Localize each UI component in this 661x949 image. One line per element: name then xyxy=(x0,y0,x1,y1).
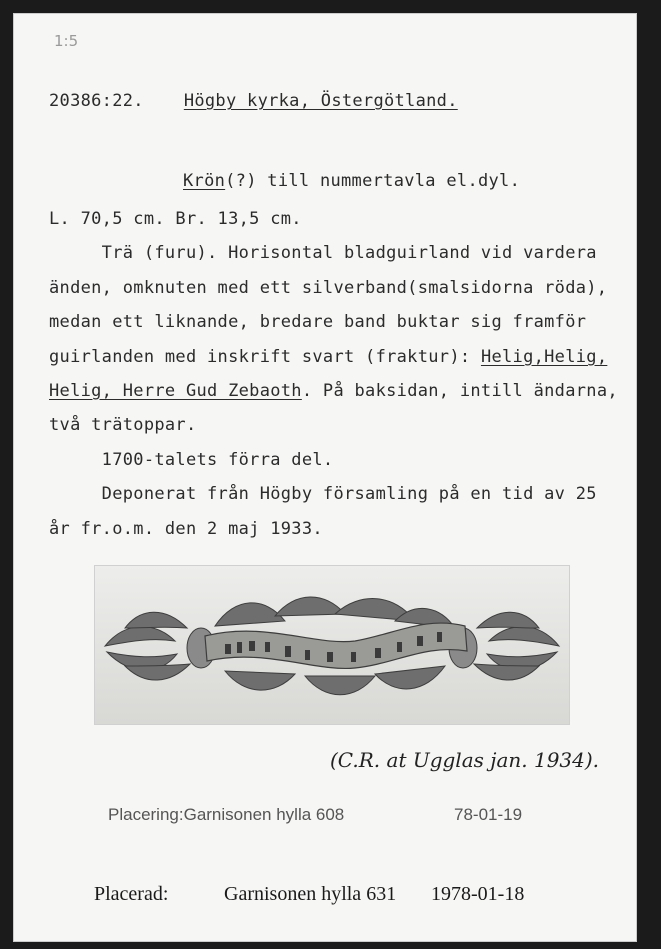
placement-new-label: Placerad: xyxy=(94,883,169,905)
placement-old-date: 78-01-19 xyxy=(454,805,523,824)
catalog-card xyxy=(13,13,637,942)
object-keyword: Krön xyxy=(183,171,226,191)
text-line-3: änden, omknuten med ett silverband(smalsidorna röda), xyxy=(49,278,608,298)
corner-mark: 1:5 xyxy=(54,32,79,50)
inscription-part2: Helig, Herre Gud Zebaoth xyxy=(49,381,302,401)
placement-stamp-new xyxy=(94,883,525,906)
back-side-text: . På baksidan, intill ändarna, xyxy=(301,381,618,401)
inscription-part1: Helig,Helig, xyxy=(480,347,608,367)
catalog-number: 20386:22. xyxy=(49,91,144,111)
object-title-rest: (?) till nummertavla el.dyl. xyxy=(225,171,521,191)
text-line-dating: 1700-talets förra del. xyxy=(49,450,334,470)
text-line-5 xyxy=(49,347,607,367)
text-line-6 xyxy=(49,381,618,401)
text-line-4: medan ett liknande, bredare band buktar sig framför xyxy=(49,312,587,332)
text-line-material: Trä (furu). Horisontal bladguirland vid vardera xyxy=(49,243,597,263)
placement-stamp-old xyxy=(108,805,523,825)
placement-new-value: Garnisonen hylla 631 xyxy=(224,883,397,905)
text-line-measurements: L. 70,5 cm. Br. 13,5 cm. xyxy=(49,209,302,229)
handwritten-attribution: (C.R. at Ugglas jan. 1934). xyxy=(330,748,600,772)
inscription-lead: guirlanden med inskrift svart (fraktur): xyxy=(49,347,481,367)
text-line-7: två trätoppar. xyxy=(49,415,197,435)
text-line-deposit: Deponerat från Högby församling på en tid av 25 xyxy=(49,484,597,504)
placement-new-date: 1978-01-18 xyxy=(431,883,525,905)
header-line xyxy=(49,91,458,111)
object-photo xyxy=(94,565,570,725)
location: Högby kyrka, Östergötland. xyxy=(183,91,458,111)
placement-old-label: Placering:Garnisonen hylla 608 xyxy=(108,805,345,824)
text-line-deposit-2: år fr.o.m. den 2 maj 1933. xyxy=(49,519,323,539)
carved-crest-image xyxy=(95,566,569,724)
object-title xyxy=(183,171,520,191)
